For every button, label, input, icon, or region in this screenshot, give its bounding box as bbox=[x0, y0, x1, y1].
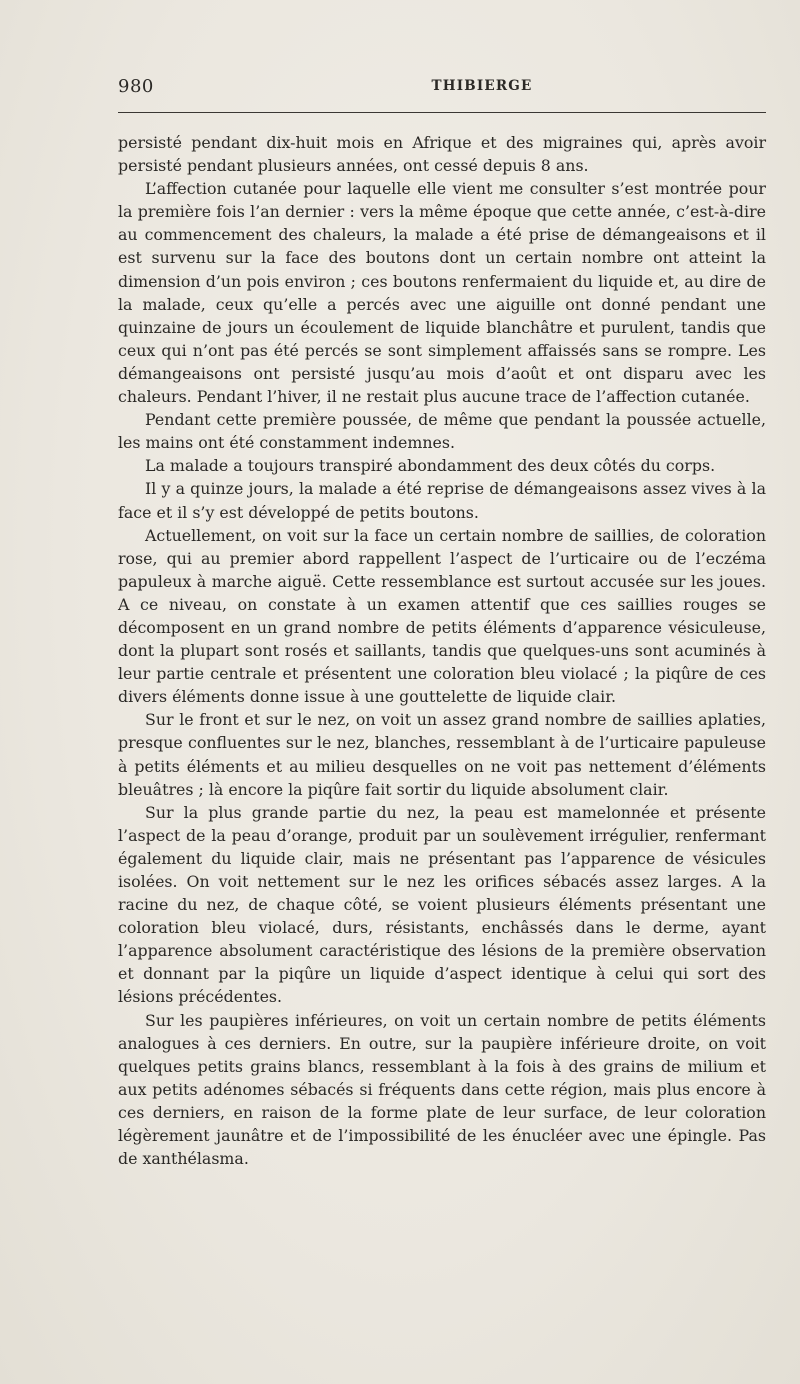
paragraph: Sur les paupières inférieures, on voit un certain nombre de petits éléments analogues à ces derniers. En outre, sur la paupière inférieure droite, on voit quelques petits grains blancs, ressemblant à la fois à des grains de milium et aux petits adénomes sébacés si fréquents dans cette région, mais plus encore à ces derniers, en raison de la forme plate de leur surface, de leur coloration légèrement jaunâtre et de l’impossibilité de les énucléer avec une épingle. Pas de xanthélasma. bbox=[118, 1010, 766, 1169]
paragraph: persisté pendant dix-huit mois en Afrique et des migraines qui, après avoir persisté pendant plusieurs années, ont cessé depuis 8 ans. bbox=[118, 133, 766, 176]
page-header bbox=[118, 74, 766, 104]
page-number: 980 bbox=[118, 76, 154, 97]
paragraph: Sur la plus grande partie du nez, la peau est mamelonnée et présente l’aspect de la peau d’orange, produit par un soulèvement irrégulier, renfermant également du liquide clair, mais ne présentant pas l’apparence de vésicules isolées. On voit nettement sur le nez les orifices sébacés assez larges. A la racine du nez, de chaque côté, se voient plusieurs éléments présentant une coloration bleu violacé, durs, résistants, enchâssés dans le derme, ayant l’apparence absolument caractéristique des lésions de la première observation et donnant par la piqûre un liquide d’aspect identique à celui qui sort des lésions précédentes. bbox=[118, 802, 766, 1007]
running-title: THIBIERGE bbox=[431, 78, 533, 94]
paragraph: Pendant cette première poussée, de même que pendant la poussée actuelle, les mains ont été constamment indemnes. bbox=[118, 410, 766, 453]
paragraph: L’affection cutanée pour laquelle elle vient me consulter s’est montrée pour la première fois l’an dernier : vers la même époque que cette année, c’est-à-dire au commencement des chaleurs, la malade a été prise de démangeaisons et il est survenu sur la face des boutons dont un certain nombre ont atteint la dimension d’un pois environ ; ces boutons renfermaient du liquide et, au dire de la malade, ceux qu’elle a percés avec une aiguille ont donné pendant une quinzaine de jours un écoulement de liquide blanchâtre et purulent, tandis que ceux qui n’ont pas été percés se sont simplement affaissés sans se rompre. Les démangeaisons ont persisté jusqu’au mois d’août et ont disparu avec les chaleurs. Pendant l’hiver, il ne restait plus aucune trace de l’affection cutanée. bbox=[118, 179, 766, 407]
paragraph: Sur le front et sur le nez, on voit un assez grand nombre de saillies aplaties, presque confluentes sur le nez, blanches, ressemblant à de l’urticaire papuleuse à petits éléments et au milieu desquelles on ne voit pas nettement d’éléments bleuâtres ; là encore la piqûre fait sortir du liquide absolument clair. bbox=[118, 710, 766, 799]
body-text bbox=[118, 131, 766, 1170]
paragraph: Actuellement, on voit sur la face un certain nombre de saillies, de coloration rose, qui au premier abord rappellent l’aspect de l’urticaire ou de l’eczéma papuleux à marche aiguë. Cette ressemblance est surtout accusée sur les joues. A ce niveau, on constate à un examen attentif que ces saillies rouges se décomposent en un grand nombre de petits éléments d’apparence vésiculeuse, dont la plupart sont rosés et saillants, tandis que quelques-uns sont acuminés à leur partie centrale et présentent une coloration bleu violacé ; la piqûre de ces divers éléments donne issue à une gouttelette de liquide clair. bbox=[118, 525, 766, 707]
header-rule bbox=[118, 112, 766, 113]
paragraph: La malade a toujours transpiré abondamment des deux côtés du corps. bbox=[145, 456, 716, 476]
paragraph: Il y a quinze jours, la malade a été reprise de démangeaisons assez vives à la face et il s’y est développé de petits boutons. bbox=[118, 479, 766, 522]
